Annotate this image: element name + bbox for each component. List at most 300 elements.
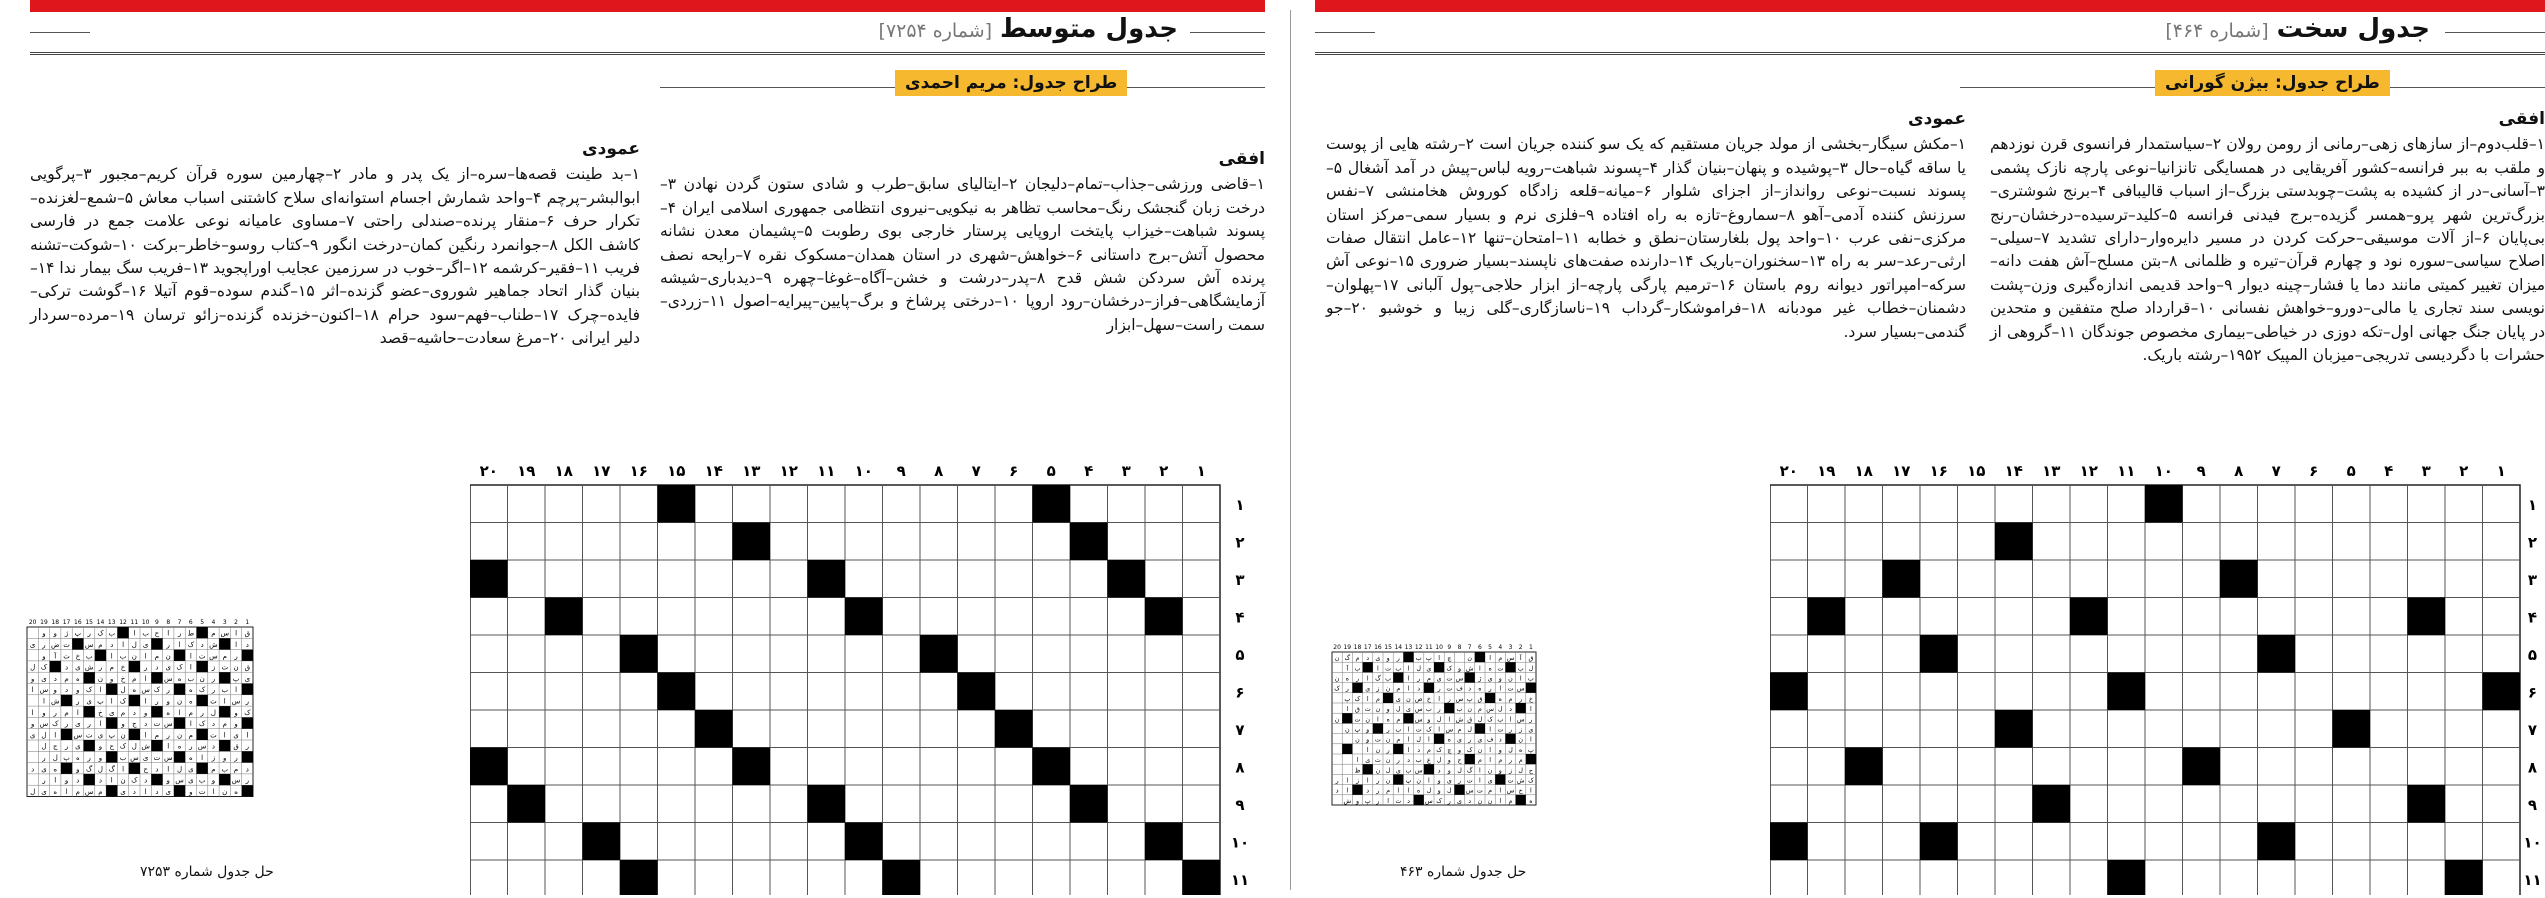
solution-letter: و xyxy=(1498,767,1502,775)
solution-letter: ن xyxy=(1487,767,1493,775)
solution-block xyxy=(1403,713,1413,723)
solution-letter: ق xyxy=(244,629,251,638)
solution-letter: د xyxy=(64,686,69,695)
column-number: ۱۳ xyxy=(742,462,761,480)
solution-letter: پ xyxy=(1405,777,1412,785)
solution-letter: د xyxy=(200,640,204,649)
solution-letter: ج xyxy=(52,742,58,751)
solution-letter: ا xyxy=(1407,746,1410,754)
solution-letter: م xyxy=(1396,716,1401,724)
solution-letter: ن xyxy=(120,731,126,740)
solution-letter: ب xyxy=(1415,757,1422,765)
solution-letter: ه xyxy=(76,753,80,762)
solution-block xyxy=(84,672,95,683)
column-number: ۲۰ xyxy=(479,462,498,480)
solution-block xyxy=(174,650,185,661)
crossword-grid[interactable] xyxy=(470,455,1260,895)
solution-letter: ق xyxy=(1467,716,1473,724)
solution-letter: ا xyxy=(1366,777,1369,785)
solution-letter: ا xyxy=(1377,716,1379,724)
solution-letter: ت xyxy=(153,720,161,729)
solution-block xyxy=(1485,693,1495,703)
solution-block xyxy=(242,717,253,728)
solution-letter: ا xyxy=(144,731,147,740)
header-rule-short-right xyxy=(2445,32,2545,33)
row-number: ۷ xyxy=(2527,720,2538,739)
solution-letter: م xyxy=(98,787,103,796)
column-number: ۲۰ xyxy=(1779,462,1798,480)
solution-letter: ا xyxy=(122,765,125,774)
solution-letter: ر xyxy=(1417,675,1421,683)
page-title: جدول متوسط[شماره ۷۲۵۴] xyxy=(878,14,1178,44)
designer-badge: طراح جدول: بیژن گورانی xyxy=(2155,70,2390,96)
header-rule-right xyxy=(1315,52,2545,55)
across-text: ۱–قاضی ورزشی–جذاب–تمام–دلیجان ۲–ایتالیای سابق–طرب و شادی ستون گردن نهادن ۳–درخت زبان گنجشک رنگ–محاسب تظاهر به نیکویی–نیروی انتظامی جمهوری اسلامی ایران ۴–پسوند شباهت–خیزاب پایتخت اروپایی پرستار خارجی بوی رطوبت ۵–پشیمان معدن نشانه محصول آتش–برج داستانی ۶–خواهش–شهری در استان همدان–مسکوک نقره ۷–رایحه نصف پرنده آش سردکن شش قدح ۸–پدر–درشت و خشن–آگاه–غوغا–چهره ۹–دیدباری–شیشه آزمایشگاهی–فراز–درخشان–رود اروپا ۱۰–درختی پرشاخ و برگ–پایین–پیرایه–اصول ۱۱–زردی–سمت راست–سهل–ابزار xyxy=(660,175,1266,334)
solution-letter: د xyxy=(1468,797,1472,805)
solution-letter: ر xyxy=(177,629,182,638)
solution-letter: ب xyxy=(198,776,206,785)
solution-column-number: 11 xyxy=(1425,644,1433,651)
solution-letter: ر xyxy=(211,686,216,695)
solution-letter: ف xyxy=(1486,736,1494,744)
block-cell xyxy=(1920,823,1958,861)
solution-letter: و xyxy=(223,753,227,762)
column-number: ۴ xyxy=(1084,462,1094,480)
solution-letter: م xyxy=(1498,655,1503,663)
solution-letter: ا xyxy=(167,765,170,774)
block-cell xyxy=(1808,598,1846,636)
solution-column-number: 16 xyxy=(1374,644,1382,651)
solution-letter: ل xyxy=(210,708,216,717)
row-number: ۷ xyxy=(1235,720,1245,739)
solution-letter: م xyxy=(1457,726,1462,734)
solution-letter: ت xyxy=(1385,665,1392,673)
solution-letter: ک xyxy=(1528,777,1534,785)
solution-column-number: 15 xyxy=(85,619,93,626)
down-clues xyxy=(1326,108,1966,344)
solution-letter: ب xyxy=(1456,706,1463,714)
row-number: ۱۰ xyxy=(2523,833,2542,852)
solution-letter: د xyxy=(1407,757,1410,765)
solution-block xyxy=(242,751,253,762)
solution-letter: ا xyxy=(1366,675,1369,683)
column-number: ۱۱ xyxy=(2117,462,2136,480)
solution-letter: س xyxy=(197,742,207,751)
column-number: ۷ xyxy=(2271,462,2281,480)
solution-letter: ن xyxy=(1385,736,1391,744)
solution-block xyxy=(1444,703,1454,713)
solution-letter: ق xyxy=(244,663,251,672)
solution-letter: ا xyxy=(1530,706,1532,714)
solution-letter: ن xyxy=(1375,767,1381,775)
solution-block xyxy=(242,785,253,796)
solution-letter: آ xyxy=(1519,655,1522,663)
block-cell xyxy=(995,710,1033,748)
solution-letter: ل xyxy=(1396,706,1401,714)
block-cell xyxy=(845,598,883,636)
solution-letter: ب xyxy=(1415,655,1422,663)
solution-column-number: 17 xyxy=(62,619,71,626)
solution-letter: و xyxy=(1355,797,1360,805)
solution-block xyxy=(174,751,185,762)
solution-letter: ت xyxy=(1497,726,1504,734)
solution-letter: ل xyxy=(1477,716,1483,724)
column-number: ۵ xyxy=(1046,462,1056,480)
solution-letter: ر xyxy=(64,720,69,729)
down-text: ۱–بد طینت قصه‌ها–سره–از یک پدر و مادر ۲–چهارمین سوره قرآن کریم–مجبور ۳–پرگویی ابوالبشر–پرچم ۴–واحد شمارش اجسام استوانه‌ای سلاح کاشتنی اسباب معاش ۵–شمع–لغزنده–تکرار حرف ۶–منقار پرنده–صندلی راحتی ۷–مساوی عامیانه نوعی علامت جمع در فارسی کاشف الکل ۸–جوانمرد رنگین کمان–درخت انگور ۹–کتاب روسو–خاطر–برکت ۱۰–شوکت–تشنه فریب ۱۱–فقیر–کرشمه ۱۲–اگر–خوب در سرزمین عجایب اوراپجوید ۱۳–فریب سگ بیمار ندا ۱۴–بنیان گذار اتحاد جماهیر شوروی–عضو گزنده–اثر ۱۵–گندم سوده–قوم آتیلا ۱۶–گوشت ترکی–فایده–چرک ۱۷–طناب–فهم–سود حرام ۱۸–اکنون–خزنده گزنده–زائو ترسان ۱۹–مرده–سردار دلیر ایرانی ۲۰–مرغ سعادت–حاشیه–قصد xyxy=(30,165,641,348)
solution-letter: ن xyxy=(1334,675,1340,683)
solution-letter: ن xyxy=(1334,716,1340,724)
solution-letter: ت xyxy=(221,663,229,672)
row-number: ۱۰ xyxy=(1230,833,1250,852)
crossword-grid[interactable] xyxy=(1770,455,2545,895)
solution-letter: ر xyxy=(42,776,46,785)
solution-letter: ح xyxy=(143,765,148,774)
solution-letter: ر xyxy=(245,776,250,785)
solution-letter: ا xyxy=(1479,665,1481,673)
solution-letter: ر xyxy=(1335,777,1339,785)
solution-letter: و xyxy=(1437,777,1441,785)
solution-letter: و xyxy=(1366,736,1370,744)
solution-block xyxy=(61,729,72,740)
solution-letter: پ xyxy=(63,753,70,762)
block-cell xyxy=(1145,823,1183,861)
solution-letter: ک xyxy=(40,663,48,672)
down-text: ۱–مکش سیگار–بخشی از مولد جریان مستقیم که یک سو کننده جریان است ۲–رشته هایی از پوست یا ساقه گیاه–حال ۳–پوشیده و پنهان–بنیان گذار ۴–پسوند شباهت–رویه لباس–پیش در آمد آشغال ۵–پسوند نسبت–نوعی روانداز–از اجزای شلوار ۶–میانه–قلعه زادگاه کوروش هخامنشی ۷–نفس سرزنش کننده آدمی–آهو ۸–سماروغ–تازه به راه افتاده ۹–فلزی نرم و بسیار سمی–مرکز استان مرکزی–نفی عرب ۱۰–واحد پول بلغارستان–نطق و خطابه ۱۱–امتحان–تنها ۱۲–عامل انتقال صفات ارثی–رعد–سر به راه ۱۳–سخنوران–باریک ۱۴–دارنده صفت‌های ناپسند–بسیار ضروری ۱۵–نوعی آش سرکه–امپراتور دیوانه روم باستان ۱۶–ترمیم پارگی پارچه–از ابزار حلاجی–پول آلبانی ۱۷–پهلوان–دشمنان–خطاب غیر مودبانه ۱۸–فراموشکار–گرداب ۱۹–ناسازگاری–گلی زیبا و خوشبو ۲۰–جو گندمی–بسیار سرد. xyxy=(1326,135,1966,341)
solution-letter: ت xyxy=(1466,777,1473,785)
block-cell xyxy=(1033,485,1071,523)
solution-block xyxy=(219,774,230,785)
solution-column-number: 8 xyxy=(1457,644,1462,651)
solution-letter: ب xyxy=(1385,675,1392,683)
solution-letter: ک xyxy=(1354,695,1361,703)
solution-letter: ت xyxy=(1415,726,1422,734)
solution-letter: ر xyxy=(1457,777,1462,785)
solution-letter: ن xyxy=(1508,675,1513,683)
solution-letter: و xyxy=(1386,655,1390,663)
block-cell xyxy=(958,673,996,711)
solution-letter: ی xyxy=(1365,685,1371,693)
solution-letter: ک xyxy=(1487,716,1493,724)
solution-letter: ش xyxy=(84,663,94,672)
column-number: ۹ xyxy=(896,462,906,480)
column-number: ۸ xyxy=(2234,462,2244,480)
solution-letter: ا xyxy=(1438,695,1440,703)
solution-block xyxy=(106,751,117,762)
solution-block xyxy=(1516,795,1526,805)
solution-letter: ب xyxy=(142,629,149,638)
solution-letter: ل xyxy=(177,765,183,774)
column-number: ۴ xyxy=(2384,462,2394,480)
solution-letter: ک xyxy=(176,663,183,672)
solution-column-number: 6 xyxy=(188,619,193,626)
solution-letter: د xyxy=(1468,685,1472,693)
column-number: ۱۱ xyxy=(817,462,836,480)
solution-letter: ز xyxy=(1519,726,1523,734)
solution-letter: ا xyxy=(99,686,102,695)
solution-block xyxy=(1383,693,1393,703)
solution-letter: گ xyxy=(86,765,93,774)
solution-letter: م xyxy=(64,674,69,683)
solution-letter: ب xyxy=(1527,675,1534,683)
column-number: ۶ xyxy=(1009,462,1019,480)
solution-block xyxy=(1352,683,1362,693)
page-title: جدول سخت[شماره ۴۶۴] xyxy=(2165,14,2430,44)
solution-letter: س xyxy=(1516,716,1525,724)
solution-letter: د xyxy=(144,776,148,785)
row-number: ۳ xyxy=(2527,570,2538,589)
solution-letter: ل xyxy=(1508,746,1513,754)
solution-letter: ا xyxy=(144,674,147,683)
column-number: ۱۹ xyxy=(517,462,536,480)
solution-letter: ل xyxy=(30,663,36,672)
solution-block xyxy=(1352,785,1362,795)
solution-letter: ت xyxy=(210,731,217,740)
solution-column-number: 18 xyxy=(51,619,60,626)
row-number: ۳ xyxy=(1235,570,1245,589)
solution-letter: ا xyxy=(54,776,57,785)
solution-letter: خ xyxy=(1518,787,1523,795)
solution-letter: ک xyxy=(86,686,93,695)
solution-letter: ض xyxy=(51,640,60,649)
solution-block xyxy=(219,740,230,751)
solution-letter: ا xyxy=(223,731,226,740)
solution-letter: ا xyxy=(1366,746,1369,754)
block-cell xyxy=(2445,860,2483,895)
solution-letter: ل xyxy=(1436,757,1442,765)
solution-letter: ا xyxy=(144,652,147,661)
solution-letter: م xyxy=(1355,655,1360,663)
solution-letter: ش xyxy=(1465,665,1474,673)
solution-letter: ک xyxy=(119,697,127,706)
solution-column-number: 17 xyxy=(1363,644,1372,651)
solution-letter: ه xyxy=(1519,746,1523,754)
solution-letter: ر xyxy=(87,720,91,729)
solution-letter: پ xyxy=(108,731,116,740)
solution-letter: ب xyxy=(221,765,229,774)
solution-block xyxy=(1403,652,1413,662)
solution-letter: ا xyxy=(1407,726,1410,734)
solution-block xyxy=(1414,795,1424,805)
solution-letter: و xyxy=(42,652,46,661)
solution-letter: ت xyxy=(63,640,70,649)
solution-letter: و xyxy=(1427,716,1431,724)
solution-letter: ر xyxy=(234,753,238,762)
column-number: ۹ xyxy=(2196,462,2206,480)
solution-column-number: 18 xyxy=(1353,644,1362,651)
solution-letter: و xyxy=(53,629,57,638)
solution-column-number: 8 xyxy=(166,619,171,626)
solution-letter: ن xyxy=(1375,746,1381,754)
solution-letter: ل xyxy=(97,765,103,774)
solution-letter: ک xyxy=(52,720,59,729)
block-cell xyxy=(1070,785,1108,823)
block-cell xyxy=(733,748,771,786)
solution-letter: م xyxy=(1477,757,1482,765)
solution-letter: ن xyxy=(222,787,228,796)
solution-letter: ا xyxy=(1387,797,1389,805)
solution-column-number: 20 xyxy=(1333,644,1341,651)
solution-letter: س xyxy=(1455,695,1464,703)
solution-block xyxy=(1465,754,1475,764)
solution-letter: ر xyxy=(53,708,57,717)
solution-letter: ی xyxy=(1446,777,1452,785)
column-number: ۲ xyxy=(2459,462,2469,480)
solution-letter: ک xyxy=(199,686,206,695)
solution-letter: و xyxy=(1447,767,1451,775)
solution-letter: ب xyxy=(119,753,127,762)
solution-column-number: 16 xyxy=(74,619,82,626)
solution-grid xyxy=(1330,640,1540,855)
solution-letter: ن xyxy=(1467,655,1473,663)
row-number: ۸ xyxy=(1235,758,1245,777)
solution-letter: پ xyxy=(74,629,82,638)
block-cell xyxy=(583,823,621,861)
solution-letter: و xyxy=(98,742,103,751)
solution-block xyxy=(174,785,185,796)
solution-letter: ک xyxy=(1436,746,1442,754)
column-number: ۱۷ xyxy=(592,462,611,480)
solution-letter: ا xyxy=(189,652,192,661)
solution-letter: ر xyxy=(1386,746,1390,754)
block-cell xyxy=(2183,748,2221,786)
solution-letter: ب xyxy=(1395,665,1402,673)
solution-letter: ن xyxy=(131,652,137,661)
solution-block xyxy=(1393,672,1403,682)
solution-letter: ک xyxy=(1426,726,1432,734)
solution-letter: ت xyxy=(1507,685,1514,693)
solution-letter: ر xyxy=(1508,757,1513,765)
solution-letter: ا xyxy=(31,686,34,695)
solution-letter: ر xyxy=(1376,777,1380,785)
solution-letter: ت xyxy=(1446,675,1453,683)
solution-letter: س xyxy=(163,720,173,729)
solution-letter: ی xyxy=(29,731,36,740)
solution-letter: ب xyxy=(85,652,93,661)
solution-letter: ر xyxy=(155,697,159,706)
solution-letter: ا xyxy=(1519,675,1522,683)
solution-letter: ی xyxy=(1477,736,1483,744)
block-cell xyxy=(1883,560,1921,598)
solution-letter: ت xyxy=(1395,797,1402,805)
solution-letter: و xyxy=(110,674,114,683)
solution-column-number: 12 xyxy=(119,619,127,626)
across-heading: افقی xyxy=(1218,149,1265,169)
solution-block xyxy=(197,661,208,672)
row-number: ۱۱ xyxy=(1230,870,1250,889)
solution-letter: ر xyxy=(1355,675,1360,683)
column-number: ۱ xyxy=(1196,462,1206,480)
solution-letter: ژ xyxy=(64,629,69,638)
solution-letter: ت xyxy=(1364,706,1371,714)
solution-letter: د xyxy=(132,708,136,717)
solution-column-number: 12 xyxy=(1414,644,1423,651)
block-cell xyxy=(2033,785,2071,823)
solution-letter: ه xyxy=(1345,675,1349,683)
solution-letter: ا xyxy=(167,742,170,751)
solution-block xyxy=(129,763,140,774)
solution-letter: ش xyxy=(1343,797,1352,805)
solution-letter: ا xyxy=(54,731,57,740)
solution-letter: ه xyxy=(1488,665,1492,673)
solution-letter: ن xyxy=(1385,777,1391,785)
solution-block xyxy=(197,729,208,740)
solution-column-number: 19 xyxy=(40,619,48,626)
solution-letter: ن xyxy=(176,697,183,706)
solution-letter: ل xyxy=(1498,706,1503,714)
block-cell xyxy=(1995,710,2033,748)
solution-letter: ر xyxy=(245,697,250,706)
solution-letter: م xyxy=(154,731,160,740)
solution-letter: گ xyxy=(1344,655,1351,663)
solution-block xyxy=(151,774,162,785)
solution-letter: ا xyxy=(1407,675,1410,683)
solution-letter: ژ xyxy=(1478,675,1482,683)
solution-letter: س xyxy=(84,787,94,796)
solution-letter: ه xyxy=(1478,685,1482,693)
solution-letter: ت xyxy=(1354,716,1361,724)
solution-letter: ت xyxy=(1374,757,1381,765)
solution-letter: ا xyxy=(223,697,226,706)
solution-block xyxy=(219,672,230,683)
solution-letter: ا xyxy=(212,787,215,796)
solution-letter: س xyxy=(1445,726,1454,734)
solution-letter: ک xyxy=(97,629,104,638)
solution-letter: و xyxy=(1498,675,1502,683)
column-separator xyxy=(1290,10,1291,890)
solution-letter: ه xyxy=(189,697,193,706)
solution-letter: ق xyxy=(1477,695,1483,703)
solution-letter: ر xyxy=(1468,736,1472,744)
solution-letter: ا xyxy=(1499,787,1502,795)
solution-letter: ی xyxy=(29,640,36,649)
solution-block xyxy=(1393,744,1403,754)
solution-letter: ل xyxy=(41,731,47,740)
solution-block xyxy=(1363,764,1373,774)
solution-letter: ا xyxy=(1356,757,1359,765)
solution-letter: ب xyxy=(1405,767,1412,775)
solution-block xyxy=(1434,662,1444,672)
header-left xyxy=(100,10,1178,52)
solution-letter: ل xyxy=(52,753,58,762)
solution-letter: د xyxy=(132,787,136,796)
solution-letter: ن xyxy=(1365,716,1371,724)
solution-letter: د xyxy=(155,765,159,774)
solution-letter: ش xyxy=(1455,716,1464,724)
solution-letter: ا xyxy=(235,629,238,638)
solution-letter: ش xyxy=(1516,777,1525,785)
solution-letter: ل xyxy=(1457,767,1462,775)
solution-letter: ا xyxy=(110,697,113,706)
solution-letter: ی xyxy=(1457,797,1462,805)
solution-letter: ک xyxy=(131,776,138,785)
block-cell xyxy=(1770,823,1808,861)
solution-letter: و xyxy=(211,776,216,785)
solution-letter: ن xyxy=(1406,695,1411,703)
solution-letter: ا xyxy=(110,652,113,661)
down-heading: عمودی xyxy=(582,139,640,159)
block-cell xyxy=(1845,748,1883,786)
solution-block xyxy=(84,706,95,717)
column-number: ۱۶ xyxy=(1929,462,1948,480)
solution-letter: د xyxy=(155,663,159,672)
solution-letter: ک xyxy=(1334,685,1340,693)
solution-letter: م xyxy=(132,674,137,683)
block-cell xyxy=(695,710,733,748)
solution-letter: ک xyxy=(119,742,127,751)
solution-letter: ب xyxy=(187,674,195,683)
block-cell xyxy=(620,635,658,673)
